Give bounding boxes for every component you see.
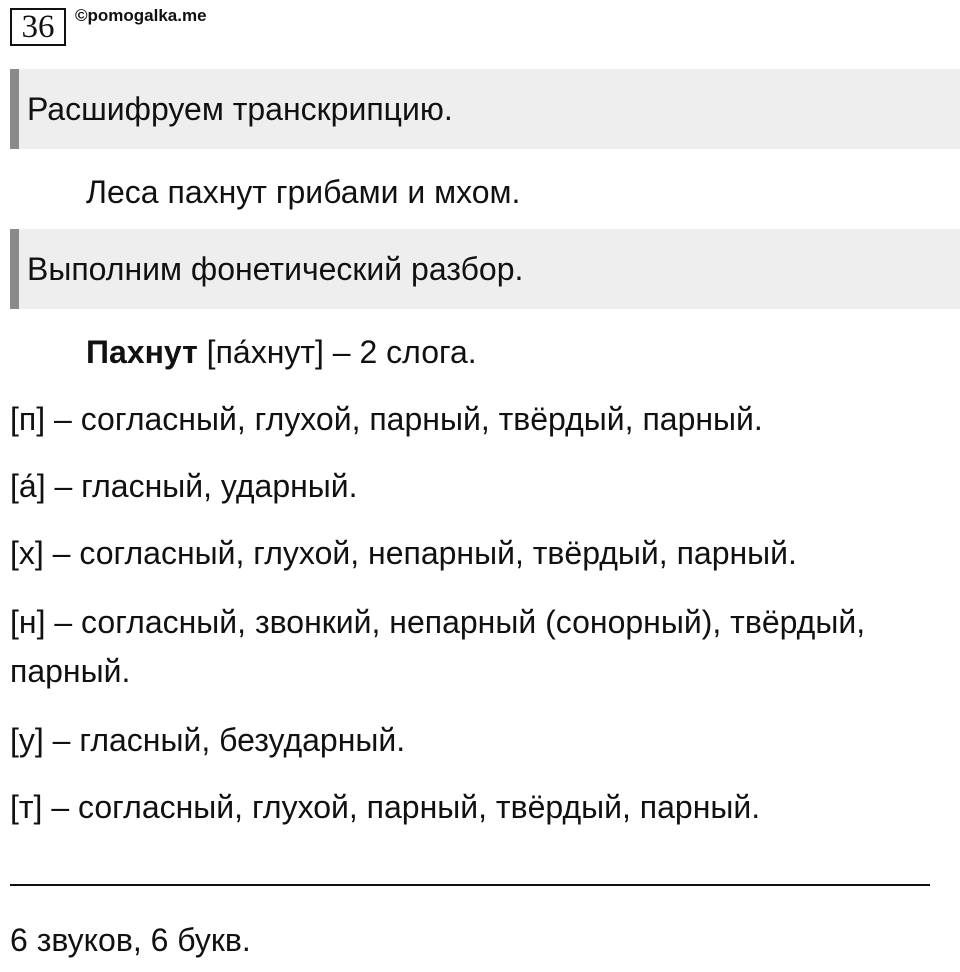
section-banner-phonetic bbox=[10, 229, 960, 309]
sound-line: [а́] – гласный, ударный. bbox=[10, 468, 358, 504]
word-bold: Пахнут bbox=[86, 334, 198, 370]
word-heading bbox=[86, 334, 477, 370]
divider-line bbox=[10, 884, 930, 886]
sound-line: [х] – согласный, глухой, непарный, твёрдый, парный. bbox=[10, 535, 797, 571]
sentence-text: Леса пахнут грибами и мхом. bbox=[86, 174, 521, 210]
sound-line: [п] – согласный, глухой, парный, твёрдый, парный. bbox=[10, 401, 763, 437]
page-number: 36 bbox=[10, 8, 66, 46]
sound-line-continuation: парный. bbox=[10, 653, 131, 689]
word-transcription: [па́хнут] – 2 слога. bbox=[206, 334, 477, 370]
section-banner-transcription bbox=[10, 69, 960, 149]
watermark: ©pomogalka.me bbox=[75, 6, 207, 25]
sound-line: [у] – гласный, безударный. bbox=[10, 722, 406, 758]
summary-text: 6 звуков, 6 букв. bbox=[10, 922, 251, 958]
sound-line: [н] – согласный, звонкий, непарный (сонорный), твёрдый, bbox=[10, 604, 866, 640]
section-title: Выполним фонетический разбор. bbox=[27, 251, 524, 287]
sound-line: [т] – согласный, глухой, парный, твёрдый, парный. bbox=[10, 789, 761, 825]
section-title: Расшифруем транскрипцию. bbox=[27, 91, 453, 127]
